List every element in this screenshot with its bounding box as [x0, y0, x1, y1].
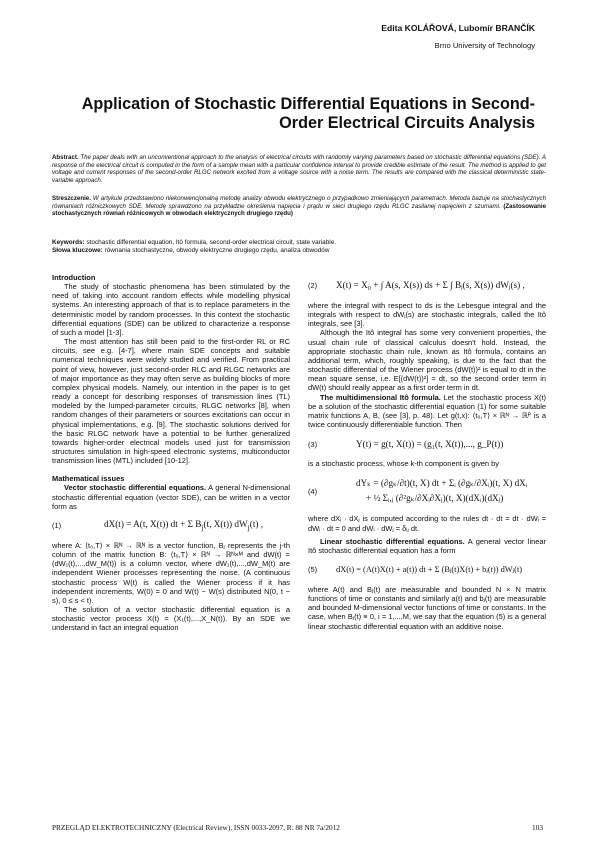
lsde-title: Linear stochastic differential equations.	[320, 536, 465, 546]
streszczenie-text: W artykule przedstawiono niekonwencjonalną metodę analizy obwodu elektrycznego o przypadkowo zmieniających parametrach. Metoda bazuje na stochastycznych równaniach różniczkowych SDE. Metodę sprawdzono na przykładzie określenia napięcia i prądu w sieci drugiego rzędu RLGC zasilanej napięciem z szumami.	[52, 195, 546, 210]
equation-2-number: (2)	[308, 281, 318, 291]
after-eq1-paragraph: where A: ⟨t₀,T⟩ × ℝᴺ → ℝᴺ is a vector function, Bⱼ represents the j-th column of the matrix function B: ⟨t₀,T⟩ × ℝᴺ → ℝᴺ×ᴹ and dW(t) = (dW₁(t),...,dW_M(t)) is a column vector, where dW₁(t),...,dW_M(t) are independent Wiener processes representing the noise. (A continuous stochastic process W(t) is called the Wiener process if it has independent increments, W(0) = 0 and W(t) − W(s) distributed N(0, t − s), 0 ≤ s < t).	[52, 540, 290, 605]
vsde-paragraph	[52, 483, 290, 510]
equation-1	[52, 511, 290, 541]
lsde-paragraph	[308, 537, 546, 555]
equation-3	[308, 429, 546, 459]
equation-4	[308, 468, 546, 514]
streszczenie-label: Streszczenie.	[52, 195, 91, 202]
keywords-text-pl: równania stochastyczne, obwody elektryczne drugiego rzędu, analiza obwodów	[102, 247, 330, 254]
lsde-text: A general vector linear Itô stochastic differential equation has a form	[308, 536, 546, 555]
keywords-text: stochastic differential equation, Itô formula, second-order electrical circuit, state variable.	[84, 239, 337, 246]
equation-5-body: dX(t) = (A(t)X(t) + a(t)) dt + Σ (Bⱼ(t)X(t) + bⱼ(t)) dWⱼ(t)	[336, 565, 523, 575]
left-column	[52, 273, 290, 632]
equation-4-line-1: dYₖ = (∂gₖ/∂t)(t, X) dt + Σᵢ (∂gₖ/∂Xᵢ)(t, X) dXᵢ	[356, 478, 528, 489]
equation-1-number: (1)	[52, 521, 62, 531]
vsde-title: Vector stochastic differential equations.	[64, 483, 207, 493]
after-eq2-paragraph-2: Although the Itô integral has some very convenient properties, the usual chain rule of classical calculus doesn't hold. Instead, the appropriate stochastic chain rule, known as Itô formula, contains an additional term, which, roughly speaking, is due to the fact that the stochastic differential of the Wiener process (dW(t))² is equal to dt in the mean square sense, i.e. E[(dW(t))²] = dt, so the second order term in dW(t) should really appear as a first order term in dt.	[308, 328, 546, 393]
equation-5-number: (5)	[308, 565, 318, 575]
math-heading: Mathematical issues	[52, 474, 125, 484]
abstract-text: The paper deals with an unconventional approach to the analysis of electrical circuits with randomly varying parameters based on stochastic differential equations (SDE). A response of the electrical circuit is computed in the form of a sample mean with a particular confidence interval to provide credible estimate of the result. The method is applied to get voltage and current responses of the second-order RLGC network excited from a voltage source with a noise term. The results are compared with the classical deterministic state-variable approach.	[52, 154, 546, 185]
after-eq2-paragraph: where the integral with respect to ds is the Lebesgue integral and the integrals with respect to dWⱼ(s) are stochastic integrals, called the Itô integrals, see [3].	[308, 301, 546, 329]
keywords	[52, 239, 546, 255]
after-eq1-paragraph-2: The solution of a vector stochastic differential equation is a stochastic vector process X(t) = (X₁(t),...,X_N(t)). By an SDE we understand in fact an integral equation	[52, 605, 290, 633]
equation-3-number: (3)	[308, 439, 318, 449]
journal-info: PRZEGLĄD ELEKTROTECHNICZNY (Electrical Review), ISSN 0033-2097, R. 88 NR 7a/2012	[52, 823, 340, 832]
intro-paragraph-2: The most attention has still been paid to the first-order RL or RC circuits, see e.g. [4-7], where main SDE concepts and suitable numerical techniques were widely studied and verified. From practical point of view, however, just second-order RLC and RLGC networks are of major importance as they may often serve as building blocks of more complex physical models. Namely, our intention in the paper is to get ready a concept for describing responses of transmission lines (TL) modeled by the lumped-parameter circuits, RLGC networks [8], when random changes of their parameters or sources excitations can occur in physical implementations, e.g. [9]. The stochastic solutions derived for the basic RLGC network have a potential to be further generalized towards higher-order electrical models used just for transmission structures simulation in high-speed electronic systems, multiconductor transmission lines (MTL) included [10-12].	[52, 337, 290, 466]
after-eq3-paragraph: is a stochastic process, whose k-th component is given by	[308, 459, 499, 469]
ito-title: The multidimensional Itô formula.	[320, 392, 441, 402]
equation-4-line-2: + ½ Σᵢ,ⱼ (∂²gₖ/∂Xᵢ∂Xⱼ)(t, X)(dXᵢ)(dXⱼ)	[366, 493, 504, 504]
equation-5	[308, 555, 546, 585]
paper-title: Application of Stochastic Differential Equations in Second-Order Electrical Circuits Analysis	[81, 95, 535, 132]
keywords-label-pl: Słowa kluczowe:	[52, 247, 103, 254]
page-number: 103	[532, 823, 543, 832]
equation-1-body: dX(t) = A(t, X(t)) dt + Σ $B_j(t$, X(t)) $dW_j(t)$ ,	[104, 518, 264, 532]
keywords-label: Keywords:	[52, 239, 85, 246]
equation-3-body: Y(t) = g(t, X(t)) = (g₁(t, X(t)),..., g_P(t))	[356, 438, 504, 449]
streszczenie-title-pl: (Zastosowanie stochastycznych równań różnicowych w obwodach elektrycznych drugiego rzędu)	[52, 202, 547, 218]
after-eq5-paragraph: where A(t) and Bⱼ(t) are measurable and bounded N × N matrix functions of time or constants and similarly a(t) and bⱼ(t) are measurable and bounded M-dimensional vector functions of time or constants. In the case, when Bⱼ(t) ≡ 0, i = 1,...,M, we say that the equation (5) is a general linear stochastic differential equation with an additive noise.	[308, 584, 546, 631]
equation-4-number: (4)	[308, 486, 318, 496]
equation-2	[308, 271, 546, 301]
equation-2-body: X(t) = X₀ + ∫ A(s, X(s)) ds + Σ ∫ Bⱼ(s, X(s)) dWⱼ(s) ,	[336, 280, 525, 291]
intro-heading: Introduction	[52, 273, 96, 282]
vsde-text: A general N-dimensional stochastic differential equation (vector SDE), can be written in a vector form as	[52, 483, 290, 511]
ito-paragraph	[308, 393, 546, 430]
intro-paragraph-1: The study of stochastic phenomena has been stimulated by the need of taking into account random effects while modelling physical systems. An interesting approach of that is to replace parameters in the deterministic model by random processes. In this context the stochastic differential equations (SDE) can be utilized to characterize a response of such a model [1-3].	[52, 282, 290, 337]
after-eq4-paragraph: where dXᵢ · dXⱼ is computed according to the rules dt · dt = dt · dWᵢ = dWᵢ · dt = 0 and dWᵢ · dWⱼ = δᵢⱼ dt.	[308, 514, 546, 533]
abstract	[52, 154, 546, 185]
streszczenie	[52, 195, 546, 218]
ito-text: Let the stochastic process X(t) be a solution of the stochastic differential equation (1) for some suitable matrix functions A, B, (see [3], p. 48). Let g(t,x): ⟨t₀,T⟩ × ℝᴺ → ℝᴾ is a twice continuously differentiable function. Then	[308, 392, 546, 430]
affiliation: Brno University of Technology	[434, 41, 535, 50]
abstract-label: Abstract.	[52, 154, 79, 161]
right-column	[308, 273, 546, 631]
authors: Edita KOLÁŘOVÁ, Lubomír BRANČÍK	[381, 23, 535, 33]
